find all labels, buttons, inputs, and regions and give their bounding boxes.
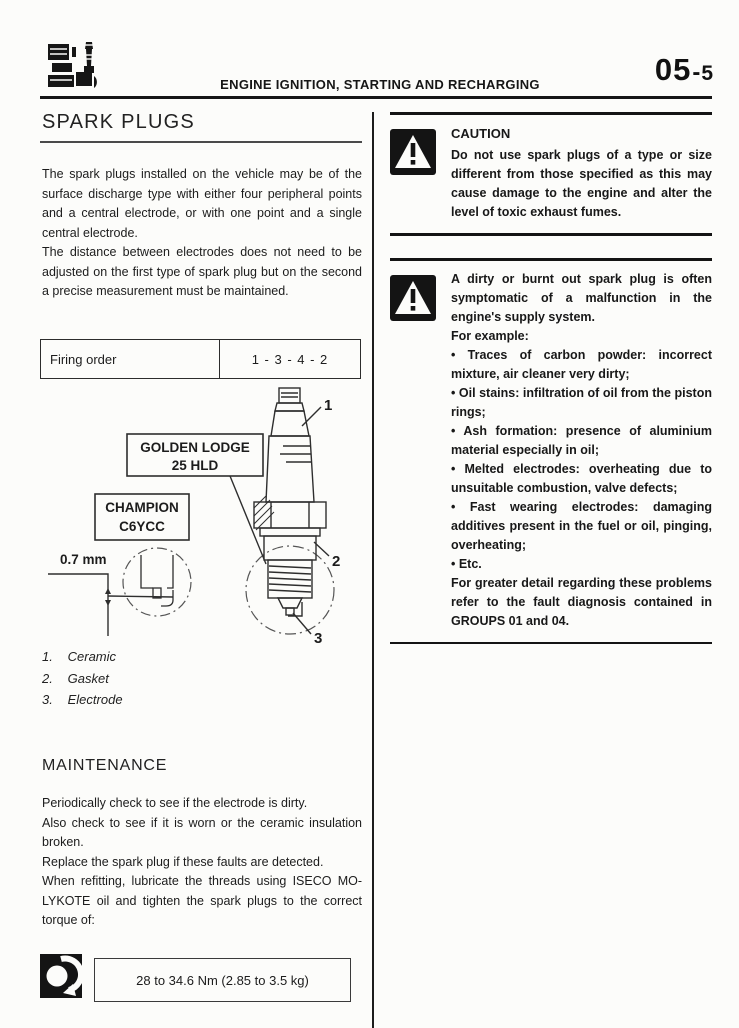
brand-box-2-line1: CHAMPION xyxy=(105,500,179,515)
right-column xyxy=(390,112,712,644)
legend-item xyxy=(42,668,123,690)
legend-num: 1. xyxy=(42,649,53,664)
ignition-system-icon xyxy=(46,42,106,92)
warning-outro: For greater detail regarding these problems refer to the fault diagnosis contained in GROUPS 01 and 04. xyxy=(451,575,712,628)
brand-box-1-line1: GOLDEN LODGE xyxy=(140,440,250,455)
caution-title: CAUTION xyxy=(451,126,511,141)
section-title-maintenance: MAINTENANCE xyxy=(42,757,168,774)
paragraph: Also check to see if it is worn or the ceramic insulation broken. xyxy=(42,815,362,849)
warning-bullet: • Melted electrodes: overheating due to unsuitable combustion, valve defects; xyxy=(451,461,712,495)
caution-block xyxy=(390,124,712,222)
warning-text-block xyxy=(451,270,712,631)
warning-bullet: • Ash formation: presence of aluminium material especially in oil; xyxy=(451,423,712,457)
section-title-rule xyxy=(40,141,362,143)
warning-bottom-rule xyxy=(390,642,712,645)
diagram-legend xyxy=(42,646,123,711)
warning-bullet: • Traces of carbon powder: incorrect mixture, air cleaner very dirty; xyxy=(451,347,712,381)
legend-label: Ceramic xyxy=(67,649,117,664)
intro-paragraphs xyxy=(42,165,362,302)
page-number xyxy=(655,52,713,88)
paragraph: When refitting, lubricate the threads using ISECO MO-LYKOTE oil and tighten the spark plugs to the correct torque of: xyxy=(42,874,362,927)
page-number-separator: - xyxy=(692,59,701,86)
legend-label: Gasket xyxy=(67,670,109,686)
warning-bullet: • Oil stains: infiltration of oil from the piston rings; xyxy=(451,385,712,419)
paragraph: Periodically check to see if the electrode is dirty. xyxy=(42,796,308,810)
callout-2: 2 xyxy=(332,553,341,570)
callout-1: 1 xyxy=(324,397,333,414)
header-rule xyxy=(40,96,712,99)
paragraph: The distance between electrodes does not need to be adjusted on the first type of spark plug but on the second a precise measurement must be maintained. xyxy=(42,245,362,298)
caution-text-block xyxy=(451,124,712,222)
brand-box-2-line2: C6YCC xyxy=(119,519,165,534)
legend-label: Electrode xyxy=(67,692,123,707)
torque-value-box: 28 to 34.6 Nm (2.85 to 3.5 kg) xyxy=(94,958,351,1002)
legend-num: 3. xyxy=(42,692,53,707)
paragraph: The spark plugs installed on the vehicle may be of the surface discharge type with either four peripheral points and a central electrode, or with one point and a single central electrode. xyxy=(42,167,362,240)
legend-item xyxy=(42,689,123,711)
firing-order-value: 1 - 3 - 4 - 2 xyxy=(219,340,360,378)
warning-top-rule xyxy=(390,258,712,261)
page-number-major: 05 xyxy=(654,52,692,87)
page-header-title: ENGINE IGNITION, STARTING AND RECHARGING xyxy=(220,77,540,92)
warning-triangle-icon xyxy=(390,129,436,175)
brand-box-1-line2: 25 HLD xyxy=(171,458,219,473)
page-number-minor: 5 xyxy=(701,62,713,85)
warning-block xyxy=(390,270,712,631)
torque-wrench-icon xyxy=(40,954,82,998)
column-divider xyxy=(372,112,374,1028)
legend-num: 2. xyxy=(42,670,53,686)
gap-label: 0.7 mm xyxy=(60,552,107,567)
warning-bullet: • Fast wearing electrodes: damaging additives present in the fuel or oil, pinging, overheating; xyxy=(451,499,712,552)
warning-example-label: For example: xyxy=(451,328,529,343)
warning-triangle-icon xyxy=(390,275,436,321)
maintenance-paragraphs xyxy=(42,794,362,931)
paragraph: Replace the spark plug if these faults are detected. xyxy=(42,854,324,869)
caution-top-rule xyxy=(390,112,712,115)
caution-paragraph: Do not use spark plugs of a type or size different from those specified as this may cause damage to the engine and alter the level of toxic exhaust fumes. xyxy=(451,148,712,219)
spark-plug-diagram xyxy=(40,384,365,644)
warning-bullet: • Etc. xyxy=(451,556,482,571)
firing-order-label: Firing order xyxy=(50,351,117,367)
callout-3: 3 xyxy=(314,630,323,644)
section-title-spark-plugs: SPARK PLUGS xyxy=(42,111,195,133)
legend-item xyxy=(42,646,123,668)
warning-intro: A dirty or burnt out spark plug is often symptomatic of a malfunction in the engine's supply system. xyxy=(451,271,712,324)
firing-order-table xyxy=(40,339,361,379)
